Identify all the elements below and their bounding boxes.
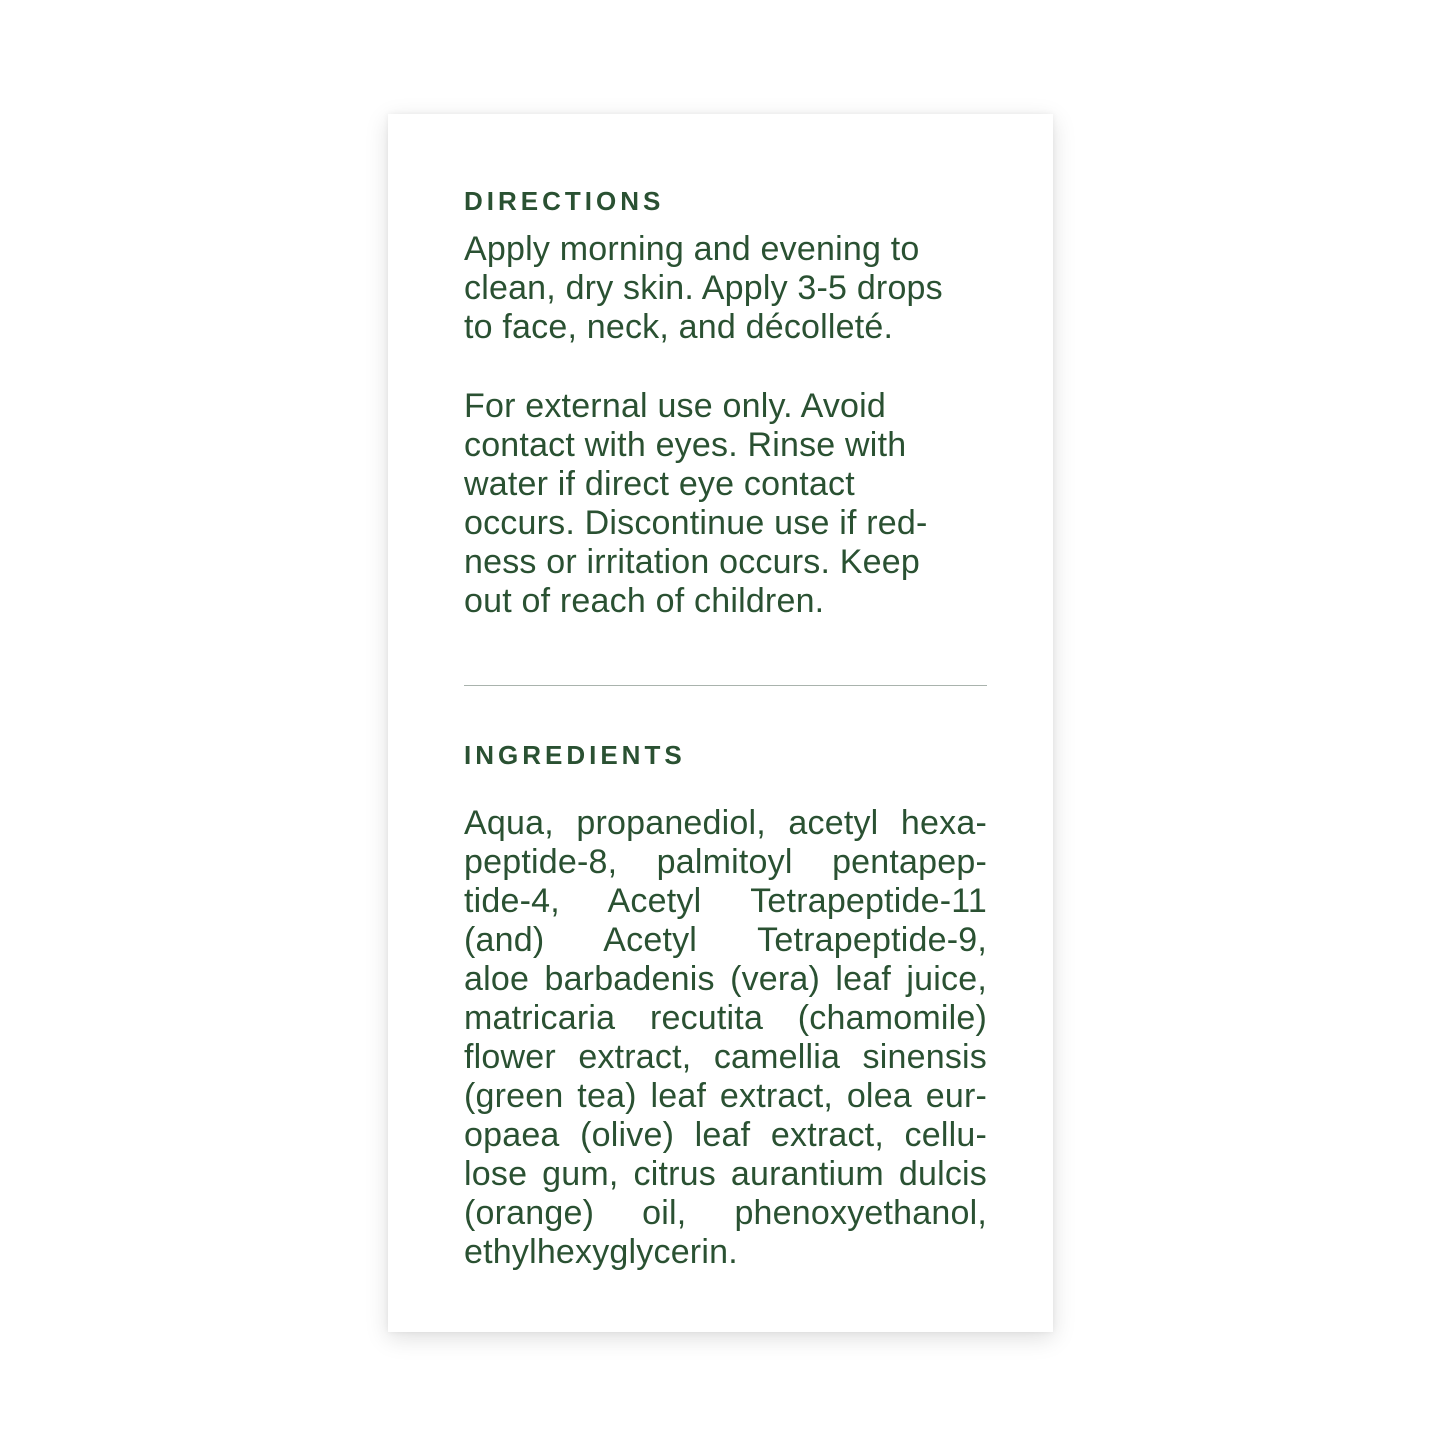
text-line: ethylhexyglycerin. [464,1233,738,1271]
text-line: lose gum, citrus aurantium dulcis [464,1155,987,1193]
text-line: peptide-8, palmitoyl pentapep- [464,843,987,881]
product-label-card [388,114,1053,1332]
text-line: (and) Acetyl Tetrapeptide-9, [464,921,987,959]
text-line: For external use only. Avoid [464,387,887,425]
text-line: Aqua, propanediol, acetyl hexa- [464,804,987,842]
text-line: flower extract, camellia sinensis [464,1038,987,1076]
section-divider [464,685,987,686]
text-line: matricaria recutita (chamomile) [464,999,987,1037]
text-line: Apply morning and evening to [464,230,920,268]
directions-warning-paragraph [464,387,987,621]
ingredients-paragraph [464,804,987,1272]
directions-heading: DIRECTIONS [464,186,665,216]
text-line: to face, neck, and décolleté. [464,308,894,346]
text-line: ness or irritation occurs. Keep [464,543,920,581]
text-line: aloe barbadenis (vera) leaf juice, [464,960,987,998]
text-line: tide-4, Acetyl Tetrapeptide-11 [464,882,987,920]
text-line: clean, dry skin. Apply 3-5 drops [464,269,943,307]
directions-usage-paragraph [464,230,987,347]
ingredients-heading: INGREDIENTS [464,740,686,770]
text-line: out of reach of children. [464,582,825,620]
text-line: (orange) oil, phenoxyethanol, [464,1194,987,1232]
text-line: opaea (olive) leaf extract, cellu- [464,1116,987,1154]
text-line: water if direct eye contact [464,465,855,503]
text-line: occurs. Discontinue use if red- [464,504,928,542]
text-line: (green tea) leaf extract, olea eur- [464,1077,987,1115]
text-line: contact with eyes. Rinse with [464,426,907,464]
